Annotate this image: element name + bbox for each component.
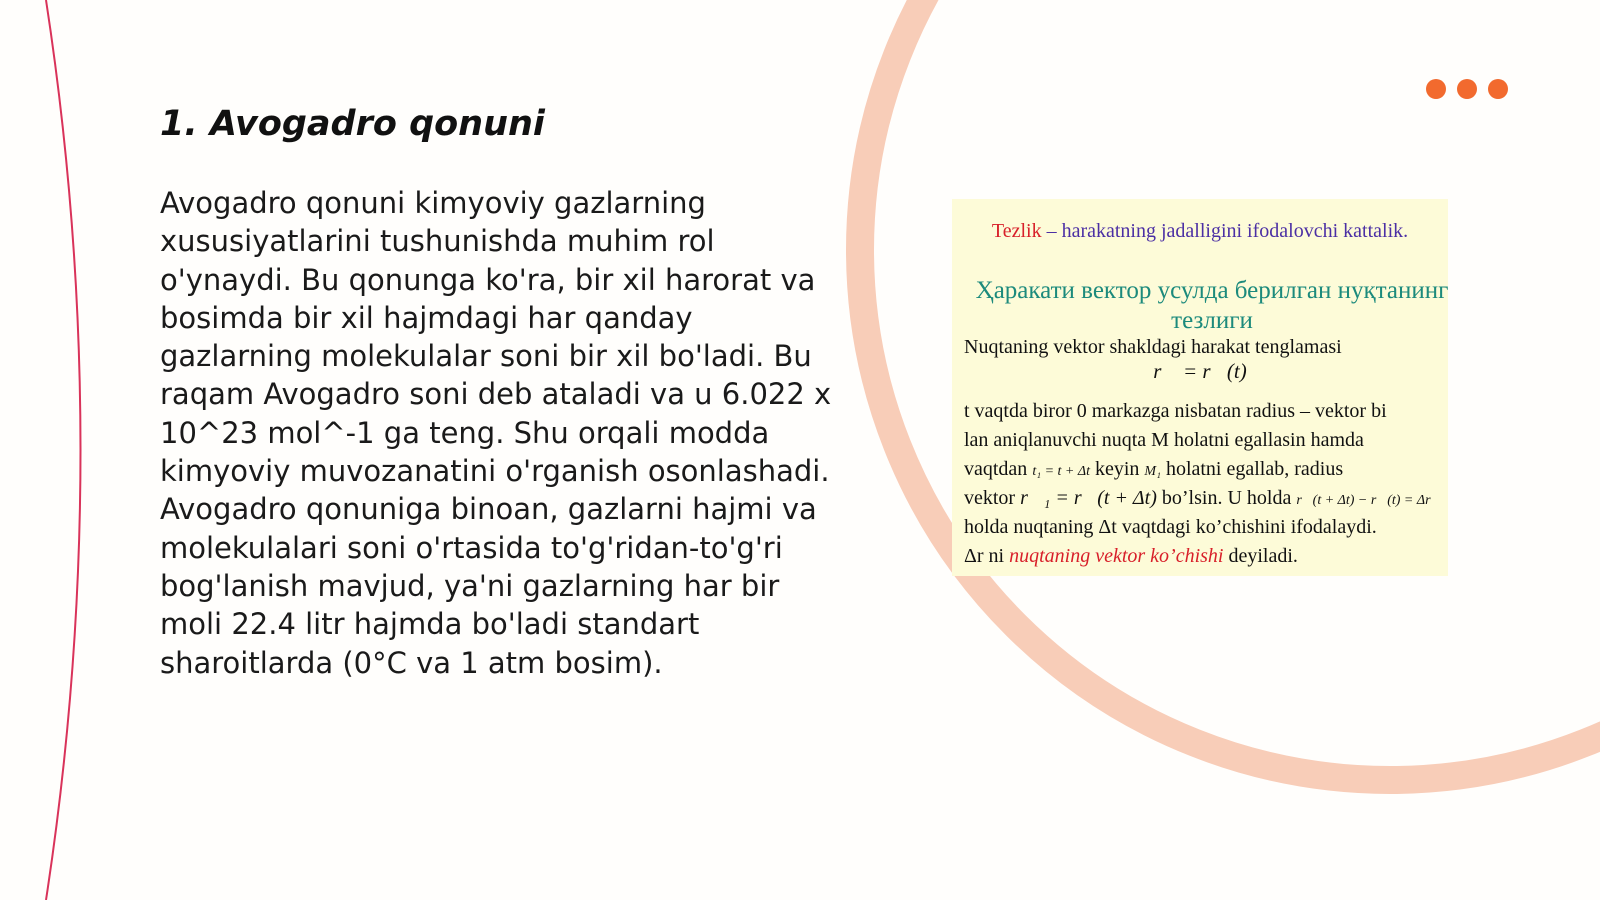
card-line-3-formula: t₁ = t + Δt bbox=[1032, 464, 1090, 479]
card-line-4-formula-2: r⃗(t + Δt) − r⃗(t) = Δr⃗ bbox=[1296, 493, 1442, 508]
card-line-4 bbox=[964, 487, 1441, 510]
card-eq-main: r⃗ = r⃗(t) bbox=[1153, 359, 1247, 383]
card-line-4-formula: r⃗₁ = r⃗(t + Δt) bbox=[1020, 487, 1157, 509]
card-line-3-m: M₁ bbox=[1144, 464, 1161, 479]
dot bbox=[1426, 79, 1446, 99]
card-eq-intro: Nuqtaning vektor shakldagi harakat tenglamasi bbox=[964, 336, 1342, 358]
card-line-6 bbox=[964, 545, 1298, 568]
menu-dots bbox=[1426, 79, 1508, 99]
card-line-6-term: nuqtaning vektor ko’chishi bbox=[1009, 545, 1224, 567]
card-heading bbox=[952, 218, 1448, 245]
card-line-3-c: holatni egallab, radius bbox=[1160, 458, 1344, 480]
dot bbox=[1457, 79, 1477, 99]
card-line-3-b: keyin bbox=[1089, 458, 1145, 480]
slide-title: 1. Avogadro qonuni bbox=[160, 104, 545, 144]
card-line-3 bbox=[964, 458, 1343, 481]
card-line-6-a: Δr ni bbox=[964, 545, 1010, 567]
card-line-5: holda nuqtaning Δt vaqtdagi ko’chishini ifodalaydi. bbox=[964, 516, 1377, 538]
dot bbox=[1488, 79, 1508, 99]
card-line-4-a: vektor bbox=[964, 487, 1021, 509]
card-line-4-b: bo’lsin. U holda bbox=[1156, 487, 1297, 509]
card-term: Tezlik bbox=[991, 220, 1042, 242]
card-line-6-b: deyiladi. bbox=[1223, 545, 1298, 567]
card-line-1: t vaqtda biror 0 markazga nisbatan radius – vektor bi bbox=[964, 400, 1387, 422]
card-subtitle: Ҳаракати вектор усулда берилган нуқтанинг тезлиги bbox=[975, 277, 1449, 334]
physics-image-card bbox=[952, 199, 1448, 576]
slide-body-text: Avogadro qonuni kimyoviy gazlarning xususiyatlarini tushunishda muhim rol o'ynaydi. Bu qonunga ko'ra, bir xil harorat va bosimda bir xil hajmdagi har qanday gazlarning molekulalar soni bir xil bo'ladi. Bu raqam Avogadro soni deb ataladi va u 6.022 x 10^23 mol^-1 ga teng. Shu orqali modda kimyoviy muvozanatini o'rganish osonlashadi. Avogadro qonuniga binoan, gazlarni hajmi va molekulalari soni o'rtasida to'g'ridan-to'g'ri bog'lanish mavjud, ya'ni gazlarning har bir moli 22.4 litr hajmda bo'ladi standart sharoitlarda (0°C va 1 atm bosim). bbox=[160, 186, 832, 680]
card-line-2: lan aniqlanuvchi nuqta M holatni egallasin hamda bbox=[964, 429, 1364, 451]
card-line-3-a: vaqtdan bbox=[964, 458, 1033, 480]
card-definition: – harakatning jadalligini ifodalovchi kattalik. bbox=[1041, 220, 1409, 242]
decorative-left-line bbox=[46, 0, 81, 900]
